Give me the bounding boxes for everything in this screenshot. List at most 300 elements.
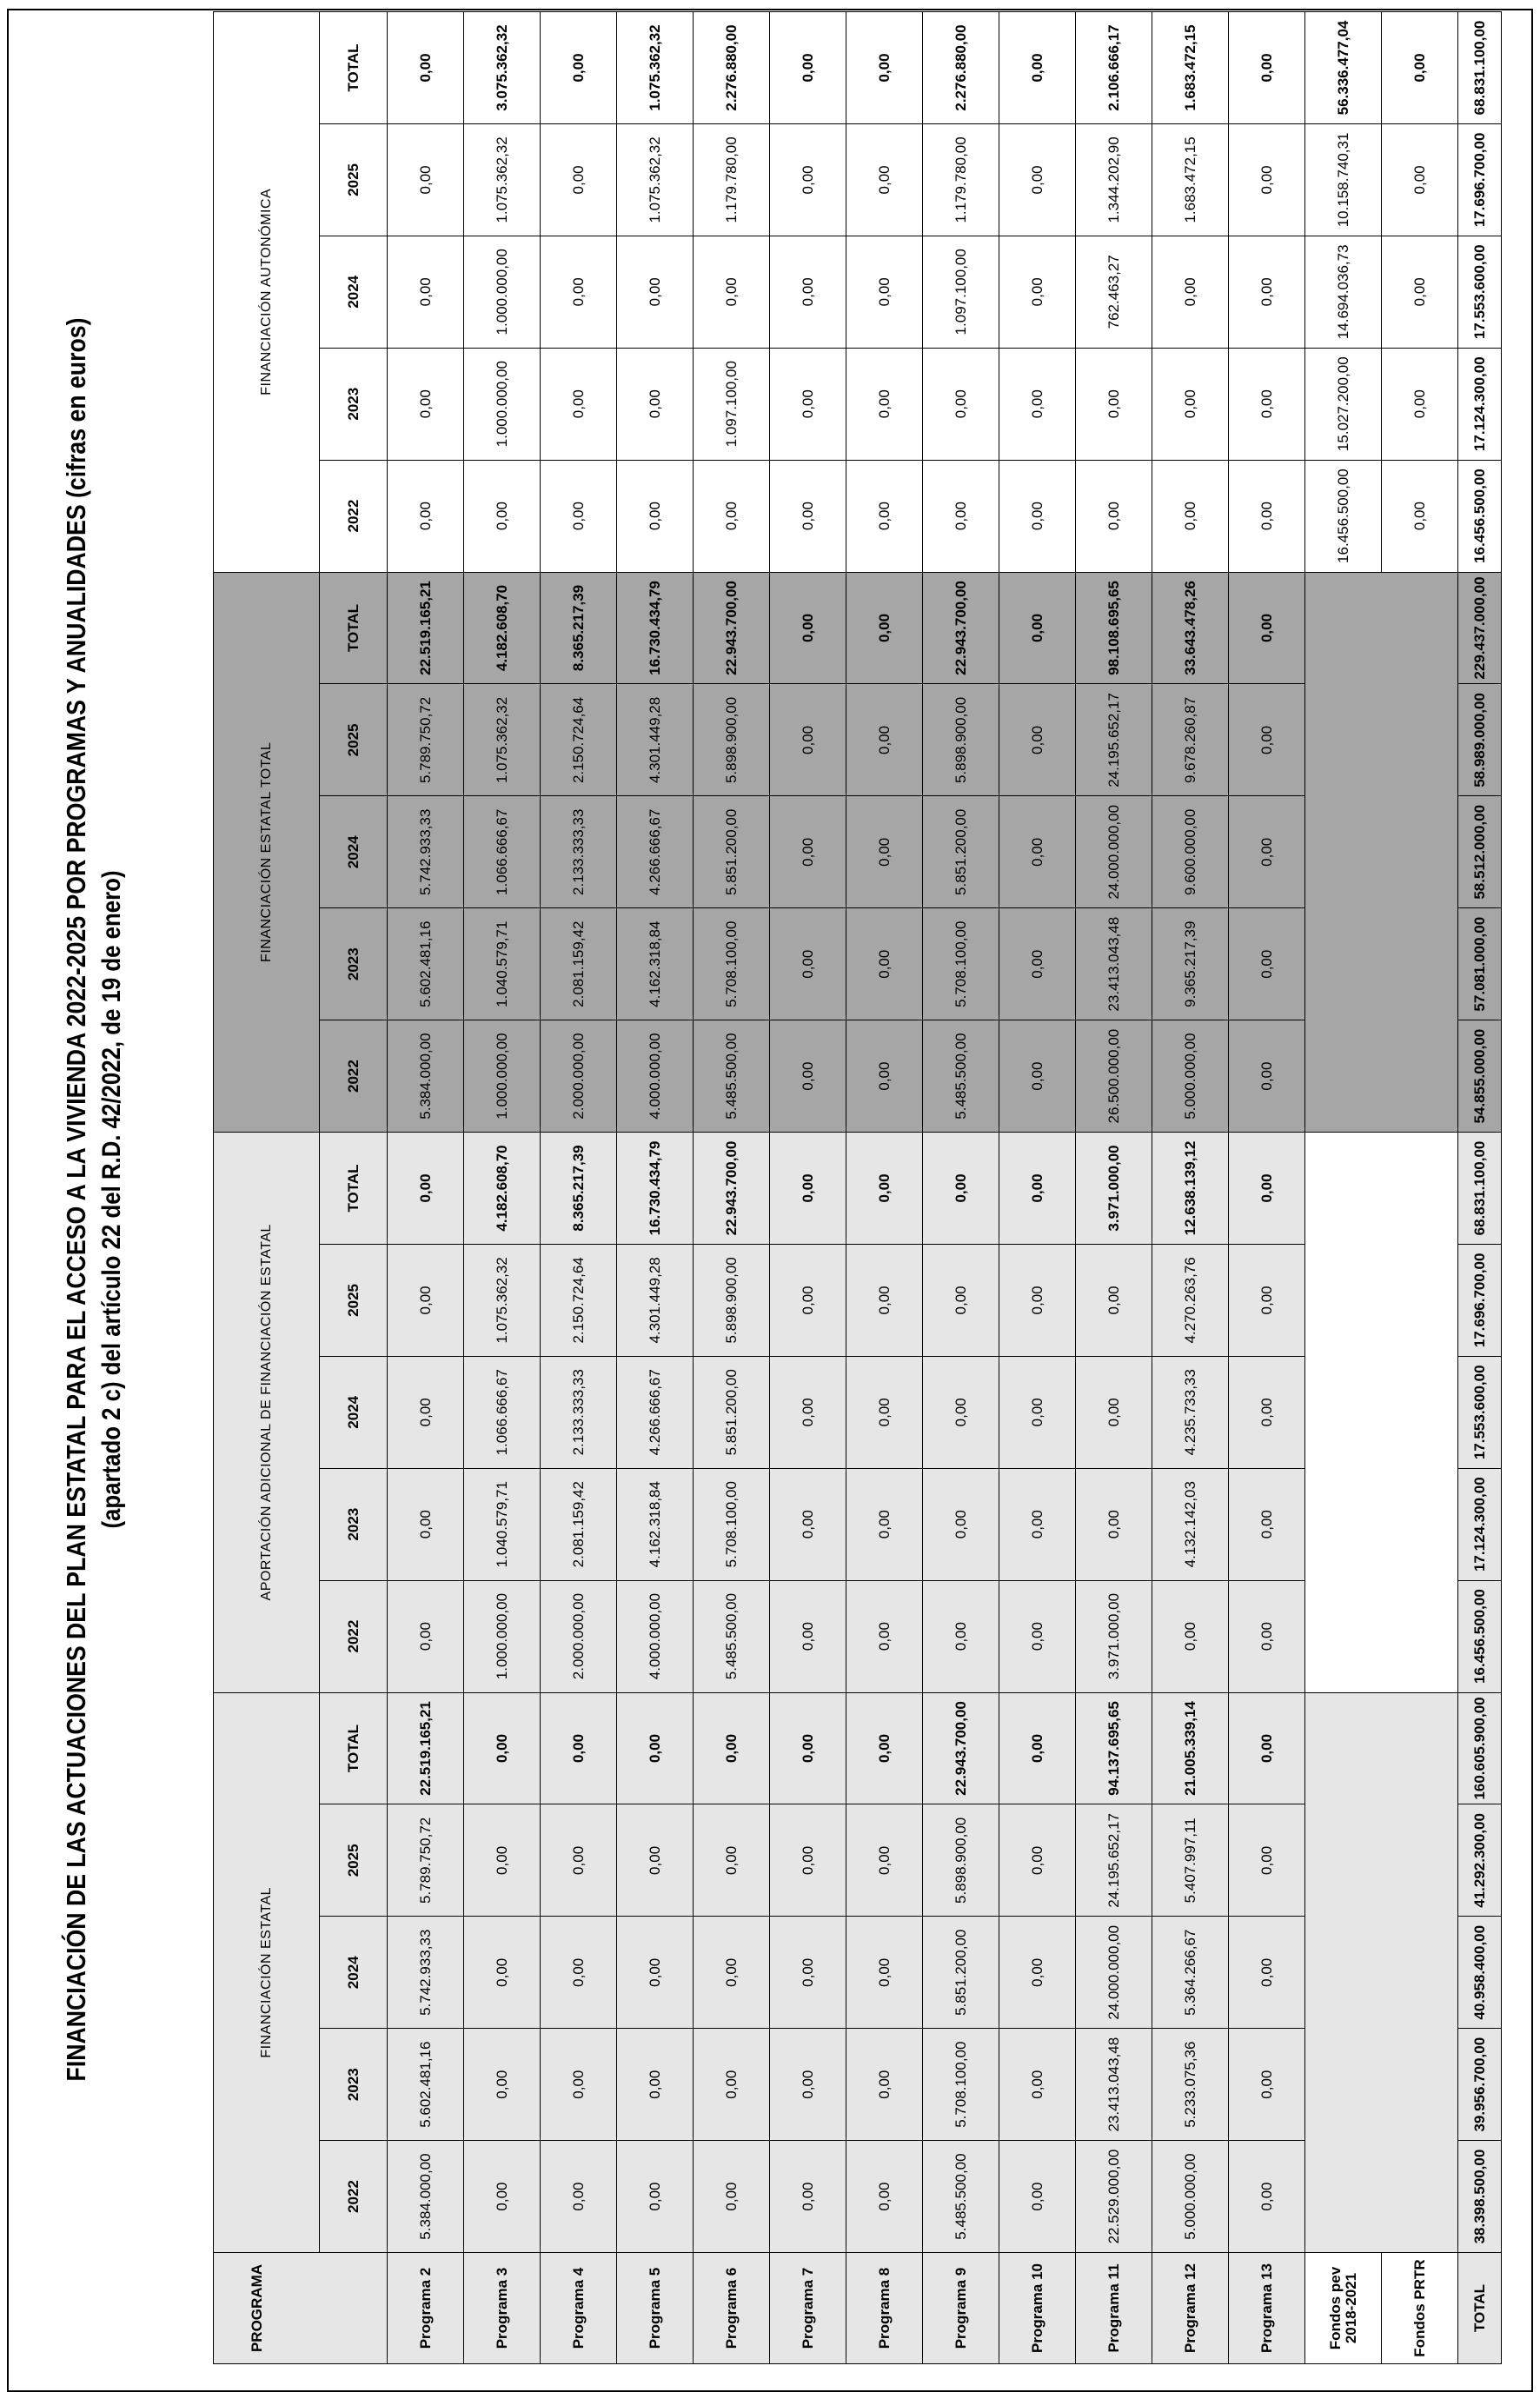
value-cell: 0,00 [846,1804,923,1917]
value-cell: 0,00 [923,1580,999,1692]
value-cell: 0,00 [999,1133,1076,1245]
value-cell: 0,00 [999,572,1076,684]
value-cell: 0,00 [846,460,923,572]
value-cell: 0,00 [617,236,694,348]
value-cell: 0,00 [1382,348,1458,460]
value-cell: 0,00 [1229,236,1305,348]
value-cell: 0,00 [923,1468,999,1580]
table-row [1152,12,1229,2364]
year-header-aa-0: 2022 [320,1580,388,1692]
value-cell: 1.683.472,15 [1152,12,1229,124]
value-cell: 0,00 [1382,123,1458,236]
program-label: Programa 13 [1229,2253,1305,2364]
table-row [617,12,694,2364]
value-cell: 0,00 [464,2029,541,2141]
value-cell: 0,00 [464,1917,541,2029]
total-cell: 17.553.600,00 [1458,236,1502,348]
value-cell: 0,00 [1229,1133,1305,1245]
year-header-aa-4: TOTAL [320,1133,388,1245]
value-cell: 1.075.362,32 [464,1244,541,1356]
value-cell: 0,00 [617,1917,694,2029]
total-cell: 16.456.500,00 [1458,460,1502,572]
value-cell: 0,00 [1229,684,1305,796]
value-cell: 0,00 [999,1580,1076,1692]
value-cell: 5.708.100,00 [694,1468,770,1580]
total-cell: 40.958.400,00 [1458,1917,1502,2029]
group-header-aa: APORTACIÓN ADICIONAL DE FINANCIACIÓN ESTATAL [214,1133,320,1692]
value-cell: 4.000.000,00 [617,1580,694,1692]
table-row [923,12,999,2364]
value-cell: 15.027.200,00 [1305,348,1382,460]
value-cell: 0,00 [541,1692,617,1804]
value-cell: 0,00 [541,1917,617,2029]
fondos-label: Fondos pev 2018-2021 [1305,2253,1382,2364]
value-cell: 5.602.481,16 [388,2029,464,2141]
total-cell: 160.605.900,00 [1458,1692,1502,1804]
value-cell: 24.195.652,17 [1076,684,1152,796]
value-cell: 4.162.318,84 [617,1468,694,1580]
value-cell: 5.000.000,00 [1152,1020,1229,1133]
value-cell: 1.344.202,90 [1076,123,1152,236]
value-cell: 5.485.500,00 [923,2141,999,2253]
value-cell: 0,00 [388,12,464,124]
merged-empty-ft [1305,572,1458,1133]
table-row [770,12,846,2364]
year-header-ft-3: 2025 [320,684,388,796]
total-cell: 39.956.700,00 [1458,2029,1502,2141]
value-cell: 0,00 [617,1692,694,1804]
value-cell: 0,00 [1229,12,1305,124]
value-cell: 22.529.000,00 [1076,2141,1152,2253]
merged-empty-aa [1305,1133,1458,1692]
financing-table [213,11,1502,2364]
value-cell: 1.179.780,00 [923,123,999,236]
value-cell: 0,00 [617,1804,694,1917]
value-cell: 0,00 [770,236,846,348]
year-header-ft-2: 2024 [320,796,388,908]
total-label: TOTAL [1458,2253,1502,2364]
value-cell: 0,00 [846,1468,923,1580]
value-cell: 0,00 [846,908,923,1020]
value-cell: 1.040.579,71 [464,908,541,1020]
total-cell: 229.437.000,00 [1458,572,1502,684]
value-cell: 0,00 [1152,1580,1229,1692]
value-cell: 0,00 [694,1692,770,1804]
value-cell: 1.000.000,00 [464,348,541,460]
value-cell: 5.851.200,00 [923,796,999,908]
value-cell: 0,00 [770,1580,846,1692]
value-cell: 0,00 [999,123,1076,236]
value-cell: 0,00 [1382,460,1458,572]
value-cell: 0,00 [770,12,846,124]
value-cell: 0,00 [1229,1580,1305,1692]
value-cell: 3.971.000,00 [1076,1133,1152,1245]
value-cell: 0,00 [1229,908,1305,1020]
value-cell: 0,00 [1076,1468,1152,1580]
value-cell: 0,00 [770,1244,846,1356]
value-cell: 0,00 [541,2029,617,2141]
table-row [388,12,464,2364]
value-cell: 0,00 [541,236,617,348]
value-cell: 0,00 [846,572,923,684]
value-cell: 94.137.695,65 [1076,1692,1152,1804]
value-cell: 0,00 [846,684,923,796]
value-cell: 0,00 [1152,236,1229,348]
value-cell: 98.108.695,65 [1076,572,1152,684]
value-cell: 0,00 [1229,1804,1305,1917]
value-cell: 0,00 [1229,348,1305,460]
program-label: Programa 2 [388,2253,464,2364]
value-cell: 4.301.449,28 [617,684,694,796]
value-cell: 0,00 [1229,2029,1305,2141]
value-cell: 0,00 [1229,1356,1305,1468]
document-title: FINANCIACIÓN DE LAS ACTUACIONES DEL PLAN ESTATAL PARA EL ACCESO A LA VIVIENDA 2022-2025 POR PROGRAMAS Y ANUALIDADES (cifras en euros) [61,317,91,2082]
value-cell: 0,00 [846,1020,923,1133]
value-cell: 0,00 [464,2141,541,2253]
value-cell: 0,00 [1229,123,1305,236]
year-header-fa-2: 2024 [320,236,388,348]
value-cell: 5.364.266,67 [1152,1917,1229,2029]
year-header-fa-1: 2023 [320,348,388,460]
total-cell: 17.696.700,00 [1458,123,1502,236]
value-cell: 1.179.780,00 [694,123,770,236]
group-header-fe: FINANCIACIÓN ESTATAL [214,1692,320,2252]
value-cell: 14.694.036,73 [1305,236,1382,348]
value-cell: 22.519.165,21 [388,1692,464,1804]
value-cell: 0,00 [770,1692,846,1804]
value-cell: 2.000.000,00 [541,1580,617,1692]
total-cell: 57.081.000,00 [1458,908,1502,1020]
value-cell: 5.851.200,00 [694,1356,770,1468]
value-cell: 0,00 [770,684,846,796]
value-cell: 4.000.000,00 [617,1020,694,1133]
value-cell: 0,00 [617,2029,694,2141]
group-header-ft: FINANCIACIÓN ESTATAL TOTAL [214,572,320,1133]
value-cell: 56.336.477,04 [1305,12,1382,124]
total-cell: 58.512.000,00 [1458,796,1502,908]
value-cell: 0,00 [770,2029,846,2141]
total-cell: 58.989.000,00 [1458,684,1502,796]
value-cell: 0,00 [1382,12,1458,124]
value-cell: 0,00 [846,12,923,124]
program-label: Programa 3 [464,2253,541,2364]
value-cell: 0,00 [846,1133,923,1245]
value-cell: 0,00 [1229,1468,1305,1580]
value-cell: 5.898.900,00 [694,1244,770,1356]
value-cell: 0,00 [388,460,464,572]
fondos-label: Fondos PRTR [1382,2253,1458,2364]
value-cell: 0,00 [999,2141,1076,2253]
value-cell: 1.066.666,67 [464,1356,541,1468]
value-cell: 0,00 [541,12,617,124]
value-cell: 0,00 [1229,1917,1305,2029]
value-cell: 0,00 [846,1244,923,1356]
value-cell: 2.150.724,64 [541,684,617,796]
year-header-fa-3: 2025 [320,123,388,236]
value-cell: 0,00 [1076,348,1152,460]
fondos-row [1305,12,1382,2364]
value-cell: 5.485.500,00 [694,1020,770,1133]
total-cell: 54.855.000,00 [1458,1020,1502,1133]
value-cell: 0,00 [923,1133,999,1245]
value-cell: 5.407.997,11 [1152,1804,1229,1917]
program-label: Programa 12 [1152,2253,1229,2364]
value-cell: 1.075.362,32 [464,684,541,796]
value-cell: 2.276.880,00 [923,12,999,124]
value-cell: 1.000.000,00 [464,1020,541,1133]
value-cell: 0,00 [770,1468,846,1580]
value-cell: 24.195.652,17 [1076,1804,1152,1917]
value-cell: 0,00 [770,1356,846,1468]
value-cell: 0,00 [1229,460,1305,572]
value-cell: 5.384.000,00 [388,2141,464,2253]
value-cell: 0,00 [617,348,694,460]
total-cell: 38.398.500,00 [1458,2141,1502,2253]
value-cell: 4.162.318,84 [617,908,694,1020]
year-header-fe-4: TOTAL [320,1692,388,1804]
value-cell: 5.898.900,00 [694,684,770,796]
group-header-fa: FINANCIACIÓN AUTONÓMICA [214,12,320,573]
program-label: Programa 11 [1076,2253,1152,2364]
value-cell: 0,00 [1152,460,1229,572]
value-cell: 5.898.900,00 [923,1804,999,1917]
program-label: Programa 9 [923,2253,999,2364]
value-cell: 4.235.733,33 [1152,1356,1229,1468]
program-label: Programa 4 [541,2253,617,2364]
value-cell: 2.106.666,17 [1076,12,1152,124]
value-cell: 5.708.100,00 [923,908,999,1020]
value-cell: 0,00 [923,348,999,460]
value-cell: 0,00 [846,348,923,460]
value-cell: 0,00 [388,236,464,348]
value-cell: 0,00 [999,348,1076,460]
value-cell: 33.643.478,26 [1152,572,1229,684]
year-header-fa-4: TOTAL [320,12,388,124]
value-cell: 0,00 [388,1244,464,1356]
program-label: Programa 8 [846,2253,923,2364]
year-header-aa-3: 2025 [320,1244,388,1356]
value-cell: 0,00 [1076,1356,1152,1468]
value-cell: 0,00 [770,572,846,684]
value-cell: 22.943.700,00 [923,1692,999,1804]
value-cell: 0,00 [999,12,1076,124]
value-cell: 5.898.900,00 [923,684,999,796]
value-cell: 0,00 [388,1133,464,1245]
value-cell: 0,00 [999,796,1076,908]
value-cell: 5.000.000,00 [1152,2141,1229,2253]
value-cell: 5.789.750,72 [388,684,464,796]
value-cell: 0,00 [999,1020,1076,1133]
value-cell: 0,00 [770,460,846,572]
value-cell: 21.005.339,14 [1152,1692,1229,1804]
value-cell: 1.075.362,32 [617,123,694,236]
value-cell: 0,00 [617,2141,694,2253]
program-label: Programa 10 [999,2253,1076,2364]
table-row [1229,12,1305,2364]
value-cell: 0,00 [1229,1020,1305,1133]
value-cell: 0,00 [923,1356,999,1468]
value-cell: 12.638.139,12 [1152,1133,1229,1245]
value-cell: 8.365.217,39 [541,572,617,684]
value-cell: 0,00 [770,1917,846,2029]
value-cell: 0,00 [846,123,923,236]
value-cell: 0,00 [694,1804,770,1917]
value-cell: 3.075.362,32 [464,12,541,124]
value-cell: 0,00 [999,1692,1076,1804]
value-cell: 9.365.217,39 [1152,908,1229,1020]
value-cell: 0,00 [770,796,846,908]
value-cell: 2.133.333,33 [541,1356,617,1468]
value-cell: 1.075.362,32 [464,123,541,236]
value-cell: 8.365.217,39 [541,1133,617,1245]
year-header-aa-1: 2023 [320,1468,388,1580]
value-cell: 1.683.472,15 [1152,123,1229,236]
value-cell: 2.150.724,64 [541,1244,617,1356]
value-cell: 0,00 [541,348,617,460]
table-row [464,12,541,2364]
value-cell: 0,00 [999,684,1076,796]
value-cell: 4.132.142,03 [1152,1468,1229,1580]
value-cell: 0,00 [999,1917,1076,2029]
value-cell: 24.000.000,00 [1076,1917,1152,2029]
value-cell: 0,00 [999,1356,1076,1468]
value-cell: 0,00 [846,1692,923,1804]
value-cell: 5.742.933,33 [388,1917,464,2029]
value-cell: 0,00 [846,1356,923,1468]
value-cell: 0,00 [694,236,770,348]
total-cell: 41.292.300,00 [1458,1804,1502,1917]
value-cell: 5.851.200,00 [694,796,770,908]
table-row [1076,12,1152,2364]
total-cell: 16.456.500,00 [1458,1580,1502,1692]
value-cell: 1.000.000,00 [464,236,541,348]
program-label: Programa 5 [617,2253,694,2364]
value-cell: 0,00 [1229,572,1305,684]
year-header-aa-2: 2024 [320,1356,388,1468]
value-cell: 0,00 [846,796,923,908]
year-header-ft-4: TOTAL [320,572,388,684]
total-row [1458,12,1502,2364]
value-cell: 9.600.000,00 [1152,796,1229,908]
value-cell: 0,00 [770,2141,846,2253]
value-cell: 5.233.075,36 [1152,2029,1229,2141]
table-row [541,12,617,2364]
value-cell: 0,00 [694,2029,770,2141]
value-cell: 5.742.933,33 [388,796,464,908]
year-header-fe-1: 2023 [320,2029,388,2141]
value-cell: 5.789.750,72 [388,1804,464,1917]
total-cell: 17.124.300,00 [1458,348,1502,460]
value-cell: 0,00 [846,1917,923,2029]
value-cell: 0,00 [1229,1692,1305,1804]
value-cell: 5.851.200,00 [923,1917,999,2029]
value-cell: 0,00 [999,236,1076,348]
value-cell: 2.133.333,33 [541,796,617,908]
value-cell: 0,00 [999,1244,1076,1356]
value-cell: 0,00 [770,1020,846,1133]
total-cell: 17.696.700,00 [1458,1244,1502,1356]
value-cell: 1.097.100,00 [694,348,770,460]
value-cell: 4.266.666,67 [617,1356,694,1468]
value-cell: 26.500.000,00 [1076,1020,1152,1133]
value-cell: 2.081.159,42 [541,908,617,1020]
value-cell: 0,00 [388,123,464,236]
value-cell: 762.463,27 [1076,236,1152,348]
value-cell: 0,00 [770,1133,846,1245]
value-cell: 4.266.666,67 [617,796,694,908]
value-cell: 1.097.100,00 [923,236,999,348]
value-cell: 1.066.666,67 [464,796,541,908]
value-cell: 0,00 [923,1244,999,1356]
value-cell: 0,00 [999,908,1076,1020]
value-cell: 0,00 [770,908,846,1020]
value-cell: 0,00 [617,460,694,572]
value-cell: 0,00 [846,2029,923,2141]
value-cell: 0,00 [464,1804,541,1917]
value-cell: 22.519.165,21 [388,572,464,684]
value-cell: 0,00 [388,1580,464,1692]
value-cell: 2.081.159,42 [541,1468,617,1580]
value-cell: 0,00 [770,1804,846,1917]
value-cell: 0,00 [388,1356,464,1468]
value-cell: 23.413.043,48 [1076,908,1152,1020]
value-cell: 0,00 [1076,1244,1152,1356]
table-row [694,12,770,2364]
total-cell: 17.553.600,00 [1458,1356,1502,1468]
value-cell: 0,00 [999,460,1076,572]
value-cell: 1.000.000,00 [464,1580,541,1692]
programa-header: PROGRAMA [214,2253,388,2364]
value-cell: 24.000.000,00 [1076,796,1152,908]
value-cell: 0,00 [694,460,770,572]
value-cell: 0,00 [541,2141,617,2253]
value-cell: 4.301.449,28 [617,1244,694,1356]
value-cell: 0,00 [846,2141,923,2253]
table-row [846,12,923,2364]
merged-empty-fe [1305,1692,1458,2252]
value-cell: 0,00 [694,1917,770,2029]
value-cell: 10.158.740,31 [1305,123,1382,236]
value-cell: 2.276.880,00 [694,12,770,124]
value-cell: 0,00 [541,123,617,236]
total-cell: 68.831.100,00 [1458,12,1502,124]
table-row [999,12,1076,2364]
value-cell: 5.708.100,00 [923,2029,999,2141]
program-label: Programa 6 [694,2253,770,2364]
value-cell: 4.182.608,70 [464,572,541,684]
value-cell: 0,00 [1076,460,1152,572]
value-cell: 22.943.700,00 [694,1133,770,1245]
value-cell: 5.708.100,00 [694,908,770,1020]
value-cell: 0,00 [846,236,923,348]
value-cell: 5.602.481,16 [388,908,464,1020]
value-cell: 1.040.579,71 [464,1468,541,1580]
value-cell: 0,00 [999,1468,1076,1580]
value-cell: 0,00 [1229,2141,1305,2253]
value-cell: 22.943.700,00 [694,572,770,684]
value-cell: 0,00 [923,460,999,572]
value-cell: 16.730.434,79 [617,1133,694,1245]
value-cell: 0,00 [846,1580,923,1692]
total-cell: 17.124.300,00 [1458,1468,1502,1580]
value-cell: 0,00 [464,460,541,572]
year-header-fe-3: 2025 [320,1804,388,1917]
value-cell: 5.485.500,00 [694,1580,770,1692]
value-cell: 2.000.000,00 [541,1020,617,1133]
value-cell: 0,00 [999,1804,1076,1917]
year-header-fe-2: 2024 [320,1917,388,2029]
year-header-ft-0: 2022 [320,1020,388,1133]
